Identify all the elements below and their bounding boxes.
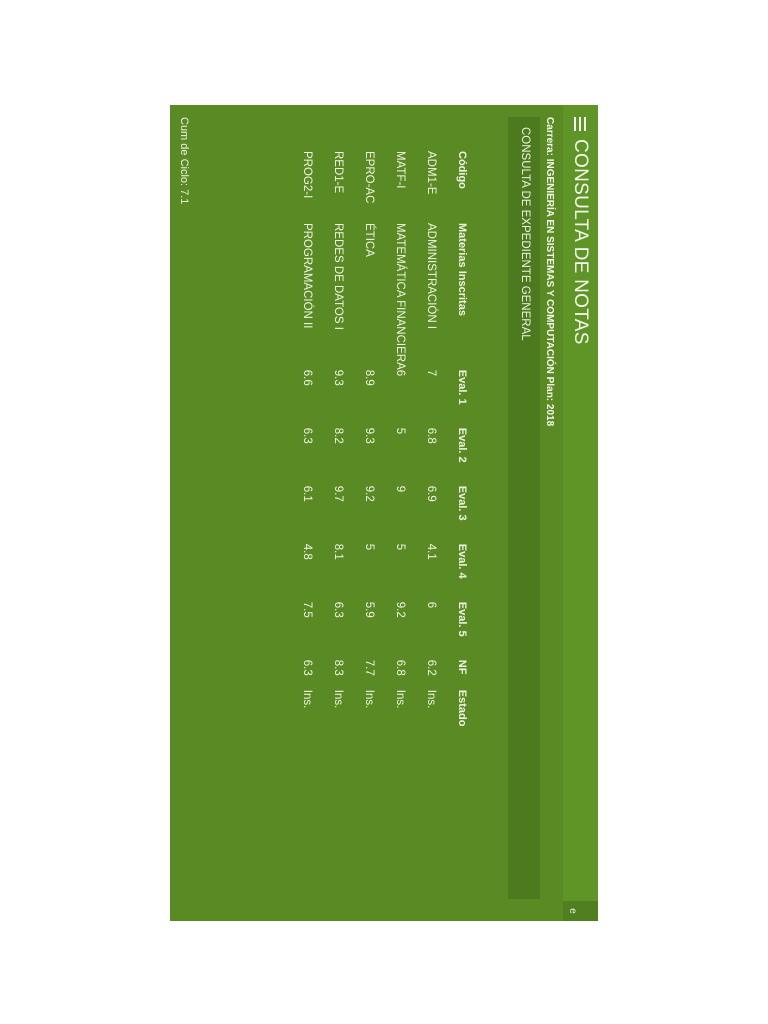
cell-eval-2: 5 (394, 427, 407, 435)
carrera-label: Carrera: INGENIERÍA EN SISTEMAS Y COMPUTACIÓN Plan: 2018 (544, 117, 555, 427)
cell-codigo: EPRO-AC (363, 151, 376, 204)
header-eval-4: Eval. 4 (456, 543, 469, 579)
cell-eval-1: 7 (425, 369, 438, 377)
cell-eval-2: 9.3 (363, 427, 376, 444)
header-codigo: Código (456, 151, 469, 189)
cell-eval-4: 8.1 (332, 543, 345, 560)
title-bar (563, 105, 598, 921)
corner-icon[interactable]: e (563, 901, 598, 921)
cell-estado: Ins. (332, 689, 345, 709)
cell-materia: REDES DE DATOS I (332, 223, 345, 330)
table-row (292, 151, 323, 726)
cell-eval-4: 4.8 (301, 543, 314, 560)
cell-estado: Ins. (394, 689, 407, 709)
cell-materia: ADMINISTRACIÓN I (425, 223, 438, 330)
cell-eval-2: 8.2 (332, 427, 345, 444)
grades-table (292, 151, 478, 726)
cell-materia: ÉTICA (363, 223, 376, 257)
cell-eval-3: 9 (394, 485, 407, 493)
cell-codigo: RED1-E (332, 151, 345, 194)
cell-nf: 7.7 (363, 659, 376, 676)
cell-eval-1: 6 (394, 369, 407, 377)
menu-icon[interactable] (575, 117, 587, 131)
cell-materia: PROGRAMACIÓN II (301, 223, 314, 329)
cell-codigo: MATF-I (394, 151, 407, 189)
cell-estado: Ins. (301, 689, 314, 709)
table-row (354, 151, 385, 726)
cell-nf: 6.8 (394, 659, 407, 676)
cell-eval-3: 6.1 (301, 485, 314, 502)
header-eval-5: Eval. 5 (456, 601, 469, 637)
table-row (416, 151, 447, 726)
cell-eval-3: 9.7 (332, 485, 345, 502)
cell-eval-1: 6.6 (301, 369, 314, 386)
section-header (508, 117, 540, 899)
cell-eval-2: 6.3 (301, 427, 314, 444)
cell-eval-1: 9.3 (332, 369, 345, 386)
app-panel (170, 105, 598, 921)
cell-eval-5: 6.3 (332, 601, 345, 618)
header-materias: Materias Inscritas (456, 223, 469, 316)
table-header-row (447, 151, 478, 726)
cell-nf: 8.3 (332, 659, 345, 676)
header-eval-3: Eval. 3 (456, 485, 469, 521)
header-estado: Estado (456, 689, 469, 727)
cell-materia: MATEMÁTICA FINANCIERA (394, 223, 407, 370)
cell-eval-5: 5.9 (363, 601, 376, 618)
table-row (323, 151, 354, 726)
cell-eval-4: 5 (363, 543, 376, 551)
header-nf: NF (456, 659, 469, 675)
cell-codigo: PROG2-I (301, 151, 314, 199)
section-title: CONSULTA DE EXPEDIENTE GENERAL (519, 127, 531, 341)
grades-section (301, 117, 508, 899)
cell-eval-2: 6.8 (425, 427, 438, 444)
cell-nf: 6.3 (301, 659, 314, 676)
cell-nf: 6.2 (425, 659, 438, 676)
cum-ciclo: Cum de Ciclo: 7.1 (178, 117, 190, 205)
page-title: CONSULTA DE NOTAS (570, 139, 592, 345)
cell-eval-4: 5 (394, 543, 407, 551)
table-row (385, 151, 416, 726)
cell-eval-3: 6.9 (425, 485, 438, 502)
cell-codigo: ADM1-E (425, 151, 438, 195)
cell-estado: Ins. (425, 689, 438, 709)
cell-eval-5: 7.5 (301, 601, 314, 618)
cell-eval-4: 4.1 (425, 543, 438, 560)
header-eval-1: Eval. 1 (456, 369, 469, 405)
cell-eval-5: 6 (425, 601, 438, 609)
cell-eval-3: 9.2 (363, 485, 376, 502)
header-eval-2: Eval. 2 (456, 427, 469, 463)
cell-eval-5: 9.2 (394, 601, 407, 618)
cell-estado: Ins. (363, 689, 376, 709)
cell-eval-1: 8.9 (363, 369, 376, 386)
